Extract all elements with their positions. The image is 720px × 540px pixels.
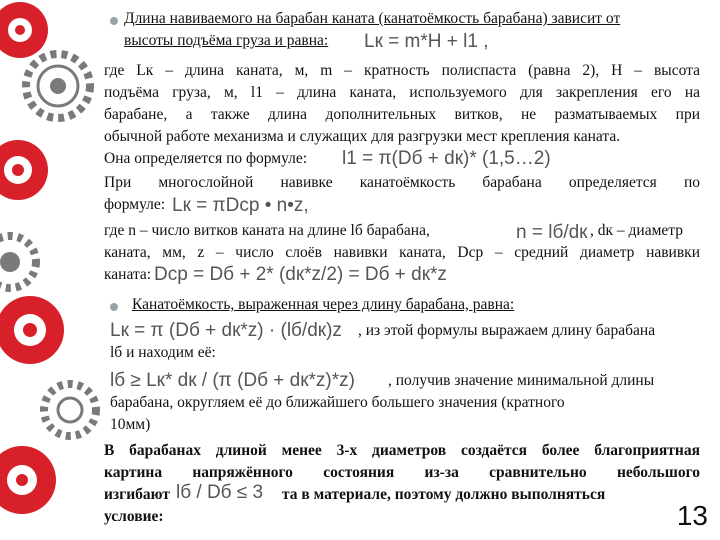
text-line: каната: [104,266,152,283]
text-line: та в материале, поэтому должно выполняться [282,486,606,503]
formula: Dср = Dб + 2* (dк*z/2) = Dб + dк*z [154,264,447,285]
text-line: формуле: [104,196,166,213]
text-line: Канатоёмкость, выраженная через длину барабана, равна: [132,296,515,313]
text-line: где n – число витков каната на длине lб барабана, [104,222,430,239]
text-line: где Lк – длина каната, м, m – кратность полиспаста (равна 2), H – высота [104,62,700,79]
page-number: 13 [676,500,708,531]
text-line: каната, мм, z – число слоёв навивки каната, Dср – средний диаметр навивки [104,244,700,261]
text-line: , из этой формулы выражаем длину барабана [358,322,656,339]
gear-decoration [0,0,100,540]
text-line: высоты подъёма груза и равна: [124,32,329,49]
text-line: изгибают [104,486,170,503]
text-line: картина напряжённого состояния из-за сравнительно небольшого [104,464,700,481]
bullet-icon [110,303,118,311]
bullet-icon [110,17,118,25]
text-line: При многослойной навивке канатоёмкость барабана определяется по [104,174,700,191]
gear-icon [0,446,56,514]
text-line: барабане, а также длина дополнительных витков, не разматываемых при [104,106,700,123]
formula: Lк = πDср • n•z, [172,195,309,216]
gear-icon [44,384,96,436]
formula: Lк = m*H + l1 , [364,31,489,52]
text-line: , получив значение минимальной длины [388,372,655,389]
gear-icon [0,296,64,364]
text-line: обычной работе механизма и служащих для разгрузки мест крепления каната. [104,128,621,145]
gear-icon [0,236,36,288]
text-line: , dк – диаметр [590,222,683,239]
formula: Lк = π (Dб + dк*z) · (lб/dк)z [110,320,342,341]
text-line: барабана, округляем её до ближайшего большего значения (кратного [110,394,565,411]
text-line: В барабанах длиной менее 3-х диаметров создаётся более благоприятная [104,442,700,459]
text-line: условие: [104,508,164,525]
gear-icon [0,2,48,58]
formula: n = lб/dк [516,222,588,243]
text-line: lб и находим её: [110,344,216,361]
formula: lб / Dб ≤ 3 [176,482,264,503]
text-line: Она определяется по формуле: [104,150,308,167]
slide-content [104,0,714,540]
text-line: подъёма груза, м, l1 – длина каната, используемого для закрепления его на [104,84,700,101]
formula: l1 = π(Dб + dк)* (1,5…2) [342,148,551,169]
text-line: 10мм) [110,416,151,433]
gear-icon [26,54,90,118]
formula: lб ≥ Lк* dк / (π (Dб + dк*z)*z) [110,370,355,391]
text-line: Длина навиваемого на барабан каната (канатоёмкость барабана) зависит от [124,10,621,27]
gear-icon [0,140,48,200]
